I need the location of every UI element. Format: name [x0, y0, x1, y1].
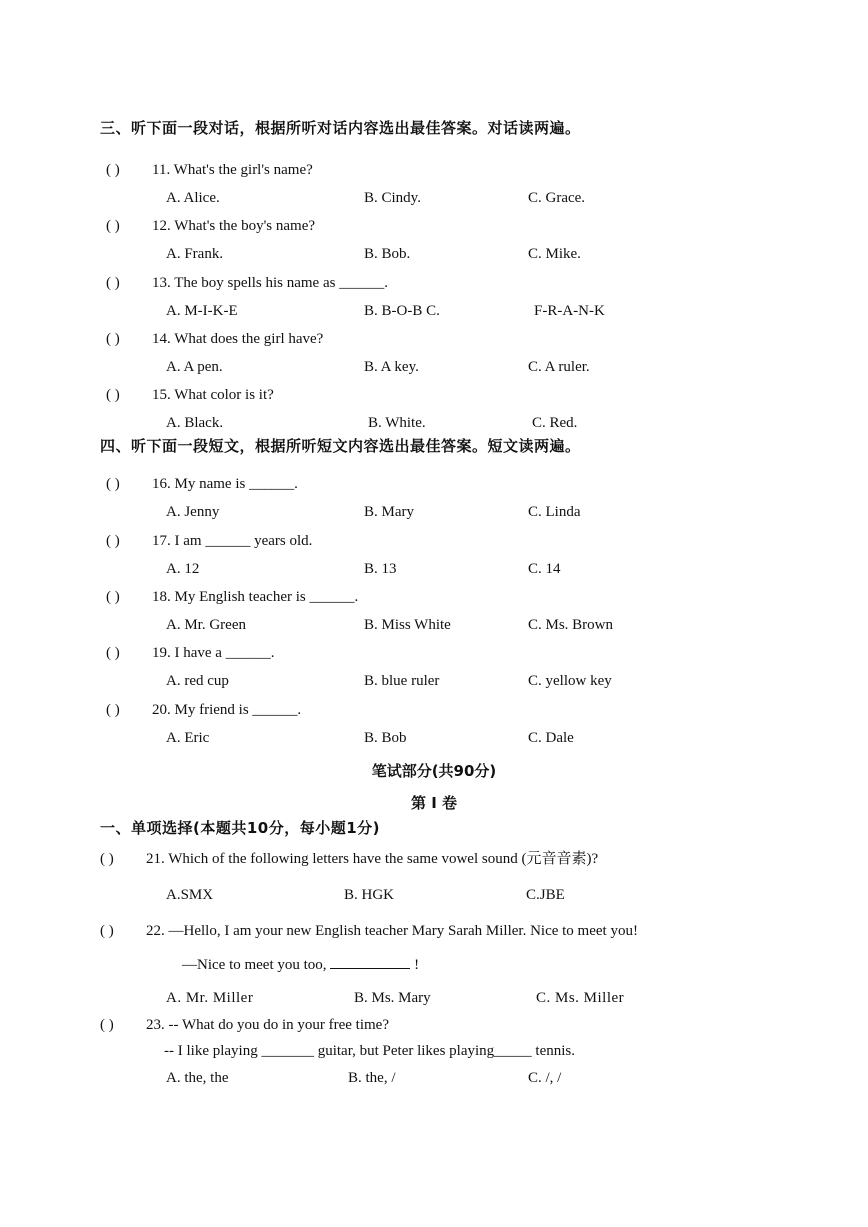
option-a: A. 12 — [166, 561, 200, 577]
option-a: A. Eric — [166, 730, 210, 746]
option-b: B. Cindy. — [364, 190, 421, 206]
option-b: B. Miss White — [364, 617, 451, 633]
answer-bracket[interactable]: ( ) — [100, 1017, 114, 1033]
question-text: 15. What color is it? — [152, 387, 274, 403]
answer-bracket[interactable]: ( ) — [106, 331, 120, 347]
question-text: 14. What does the girl have? — [152, 331, 324, 347]
answer-bracket[interactable]: ( ) — [106, 702, 120, 718]
option-c: C.JBE — [526, 887, 565, 903]
section3-heading: 三、听下面一段对话，根据所听对话内容选出最佳答案。对话读两遍。 — [100, 119, 581, 137]
option-b: B. Ms. Mary — [354, 990, 431, 1006]
answer-bracket[interactable]: ( ) — [106, 218, 120, 234]
answer-bracket[interactable]: ( ) — [106, 476, 120, 492]
answer-bracket[interactable]: ( ) — [100, 851, 114, 867]
option-c: C. 14 — [528, 561, 561, 577]
written-part-title: 笔试部分(共90分) — [371, 762, 497, 780]
option-b: B. blue ruler — [364, 673, 440, 689]
question-text: 21. Which of the following letters have the same vowel sound (元音音素)? — [146, 851, 599, 867]
question-text: 19. I have a ______. — [152, 645, 275, 661]
answer-bracket[interactable]: ( ) — [106, 275, 120, 291]
answer-bracket[interactable]: ( ) — [106, 533, 120, 549]
option-a: A. Black. — [166, 415, 224, 431]
option-c: C. yellow key — [528, 673, 612, 689]
option-c: C. Ms. Miller — [536, 990, 625, 1006]
option-a: A.SMX — [166, 887, 214, 903]
volume-title: 第 I 卷 — [410, 794, 458, 812]
option-c: C. Grace. — [528, 190, 586, 206]
question-text: 23. -- What do you do in your free time? — [146, 1017, 389, 1033]
option-c: C. Ms. Brown — [528, 617, 614, 633]
option-b: B. 13 — [364, 561, 397, 577]
option-a: A. red cup — [166, 673, 229, 689]
option-b: B. B-O-B C. — [364, 303, 440, 319]
single-choice-heading: 一、单项选择(本题共10分，每小题1分) — [100, 819, 381, 837]
section4-heading: 四、听下面一段短文，根据所听短文内容选出最佳答案。短文读两遍。 — [100, 437, 581, 455]
question-text: 18. My English teacher is ______. — [152, 589, 359, 605]
question-text: 22. —Hello, I am your new English teacher Mary Sarah Miller. Nice to meet you! — [146, 923, 638, 939]
option-a: A. Frank. — [166, 246, 224, 262]
option-c: C. /, / — [528, 1070, 562, 1086]
option-c: F-R-A-N-K — [534, 303, 605, 319]
option-b: B. Mary — [364, 504, 414, 520]
option-a: A. Mr. Miller — [166, 990, 254, 1006]
option-b: B. HGK — [344, 887, 395, 903]
option-c: C. Dale — [528, 730, 574, 746]
dialogue-reply — [182, 954, 419, 975]
option-b: B. Bob — [364, 730, 407, 746]
option-c: C. Red. — [532, 415, 578, 431]
question-text: 16. My name is ______. — [152, 476, 298, 492]
reply-end: ! — [414, 957, 420, 973]
option-a: A. Alice. — [166, 190, 220, 206]
option-a: A. Mr. Green — [166, 617, 246, 633]
option-a: A. M-I-K-E — [166, 303, 238, 319]
question-text: 11. What's the girl's name? — [152, 162, 313, 178]
option-c: C. Linda — [528, 504, 581, 520]
option-a: A. Jenny — [166, 504, 220, 520]
question-text: 17. I am ______ years old. — [152, 533, 313, 549]
answer-bracket[interactable]: ( ) — [106, 645, 120, 661]
question-text: 20. My friend is ______. — [152, 702, 302, 718]
option-b: B. A key. — [364, 359, 419, 375]
answer-blank[interactable] — [330, 954, 410, 969]
answer-bracket[interactable]: ( ) — [106, 387, 120, 403]
question-text: 12. What's the boy's name? — [152, 218, 316, 234]
reply-text: —Nice to meet you too, — [182, 957, 327, 973]
option-b: B. White. — [368, 415, 426, 431]
option-c: C. A ruler. — [528, 359, 590, 375]
option-b: B. the, / — [348, 1070, 396, 1086]
answer-bracket[interactable]: ( ) — [106, 589, 120, 605]
dialogue-reply: -- I like playing _______ guitar, but Peter likes playing_____ tennis. — [164, 1043, 575, 1059]
option-c: C. Mike. — [528, 246, 581, 262]
option-b: B. Bob. — [364, 246, 411, 262]
option-a: A. A pen. — [166, 359, 223, 375]
question-text: 13. The boy spells his name as ______. — [152, 275, 388, 291]
option-a: A. the, the — [166, 1070, 229, 1086]
answer-bracket[interactable]: ( ) — [100, 923, 114, 939]
answer-bracket[interactable]: ( ) — [106, 162, 120, 178]
